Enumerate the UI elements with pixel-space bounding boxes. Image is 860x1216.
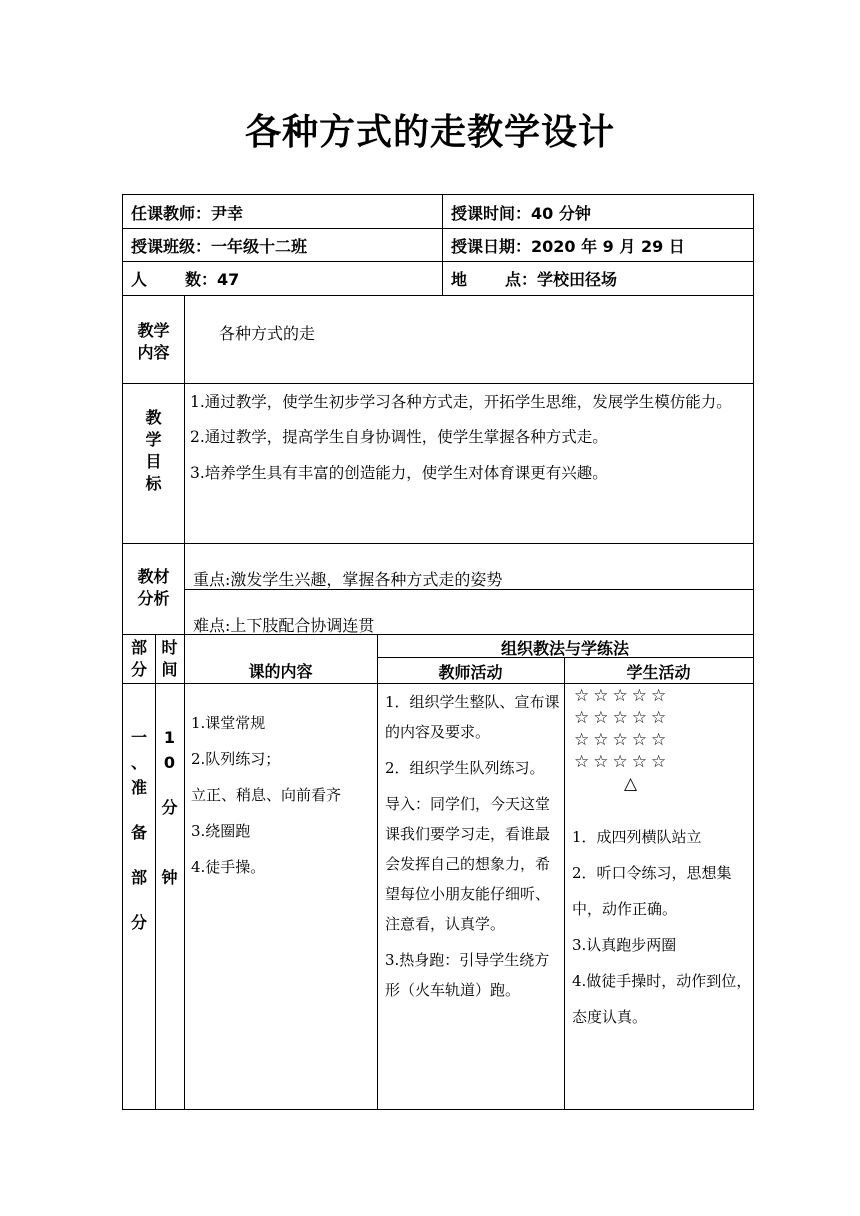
goal-item: 1.通过教学，使学生初步学习各种方式走，开拓学生思维，发展学生模仿能力。 bbox=[190, 393, 732, 411]
section-part-label: 一 、 准 备 部 分 bbox=[130, 728, 147, 932]
analysis-label: 教材 分析 bbox=[137, 567, 170, 608]
goals-label: 教 学 目 标 bbox=[145, 408, 162, 493]
lesson-date: 授课日期：2020 年 9 月 29 日 bbox=[451, 237, 685, 256]
list-item: 导入：同学们，今天这堂课我们要学习走，看谁最会发挥自己的想象力，希望每位小朋友能仔细听、注意看，认真学。 bbox=[385, 795, 551, 933]
class-name: 授课班级：一年级十二班 bbox=[131, 237, 308, 256]
info-table bbox=[122, 194, 754, 296]
teacher-activity-list bbox=[385, 687, 563, 1005]
section-time-label: 1 0 分 钟 bbox=[161, 728, 178, 887]
student-count-label: 人 bbox=[131, 270, 148, 289]
header-student-activity: 学生活动 bbox=[626, 663, 691, 682]
list-item: 4.徒手操。 bbox=[191, 858, 266, 876]
list-item: 2．听口令练习，思想集中，动作正确。 bbox=[572, 864, 732, 918]
student-count: 数：47 bbox=[185, 270, 240, 289]
procedure-table bbox=[122, 634, 754, 1110]
teacher-name: 任课教师：尹幸 bbox=[131, 204, 244, 223]
header-time: 时 间 bbox=[161, 638, 178, 679]
formation-row: ☆☆☆☆☆ bbox=[574, 730, 671, 750]
teacher-position-icon: △ bbox=[624, 774, 638, 794]
list-item: 1．组织学生整队、宣布课的内容及要求。 bbox=[385, 693, 560, 741]
header-method: 组织教法与学练法 bbox=[500, 639, 629, 658]
formation-row: ☆☆☆☆☆ bbox=[574, 752, 671, 772]
lesson-place: 点：学校田径场 bbox=[505, 270, 618, 289]
list-item: 1.课堂常规 bbox=[191, 714, 266, 732]
formation-diagram bbox=[574, 685, 754, 795]
key-point: 重点:激发学生兴趣，掌握各种方式走的姿势 bbox=[193, 570, 503, 589]
goal-item: 2.通过教学，提高学生自身协调性，使学生掌握各种方式走。 bbox=[190, 428, 608, 446]
list-item: 1．成四列横队站立 bbox=[572, 828, 702, 846]
content-label: 教学 内容 bbox=[137, 321, 170, 362]
student-activity-list bbox=[572, 819, 752, 1035]
lesson-duration: 授课时间：40 分钟 bbox=[451, 204, 591, 223]
list-item: 立正、稍息、向前看齐 bbox=[191, 786, 342, 804]
difficulty: 难点:上下肢配合协调连贯 bbox=[193, 616, 375, 635]
goals-list bbox=[190, 384, 750, 491]
list-item: 3.绕圈跑 bbox=[191, 822, 251, 840]
list-item: 3.热身跑：引导学生绕方形（火车轨道）跑。 bbox=[385, 951, 550, 999]
lesson-content-list bbox=[191, 705, 375, 885]
formation-row: ☆☆☆☆☆ bbox=[574, 686, 671, 706]
goal-item: 3.培养学生具有丰富的创造能力，使学生对体育课更有兴趣。 bbox=[190, 464, 608, 482]
plan-table bbox=[122, 295, 754, 635]
header-part: 部 分 bbox=[130, 638, 147, 679]
list-item: 4.做徒手操时，动作到位，态度认真。 bbox=[572, 972, 752, 1026]
place-label: 地 bbox=[451, 270, 468, 289]
list-item: 3.认真跑步两圈 bbox=[572, 936, 677, 954]
formation-row: ☆☆☆☆☆ bbox=[574, 708, 671, 728]
document-title: 各种方式的走教学设计 bbox=[244, 112, 615, 153]
list-item: 2.队列练习； bbox=[191, 750, 281, 768]
header-lesson-content: 课的内容 bbox=[248, 662, 313, 681]
header-teacher-activity: 教师活动 bbox=[438, 663, 503, 682]
content-text: 各种方式的走 bbox=[219, 324, 316, 343]
list-item: 2．组织学生队列练习。 bbox=[385, 759, 545, 777]
